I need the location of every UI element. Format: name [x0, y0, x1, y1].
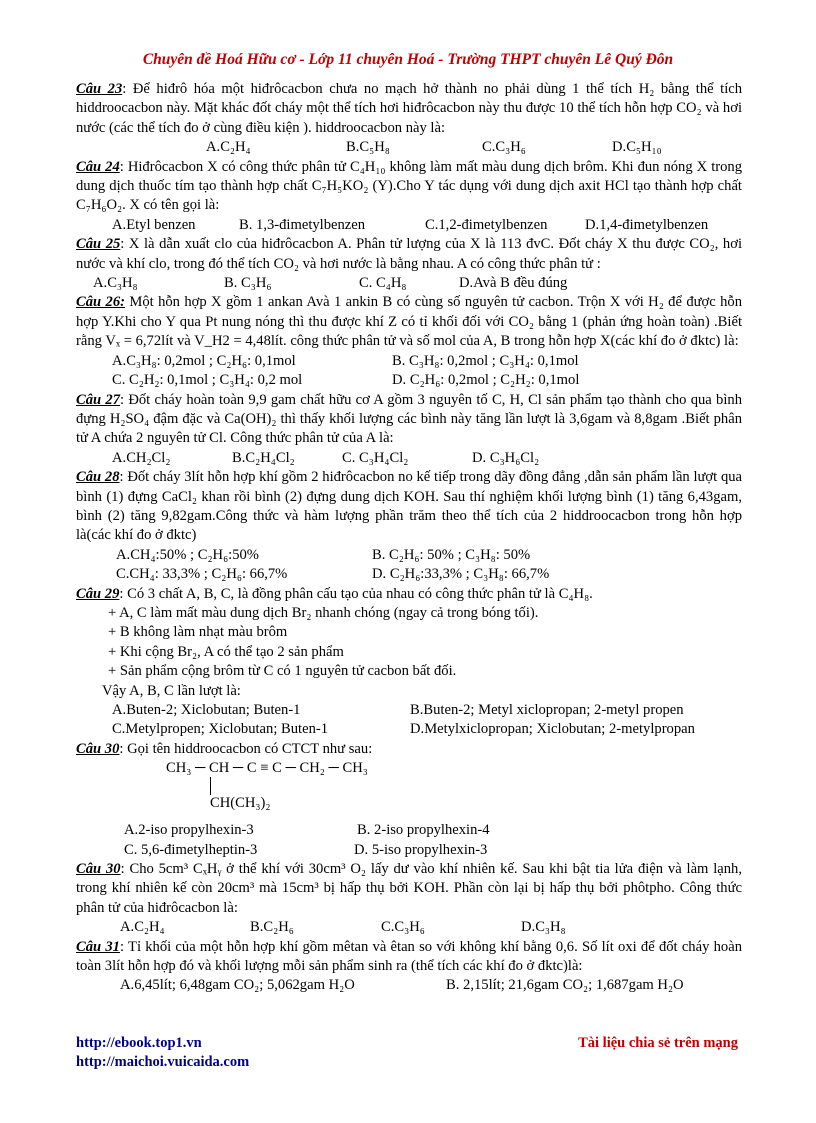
answer-options: [76, 449, 742, 468]
option-d: D.Metylxiclopropan; Xiclobutan; 2-metylpropan: [410, 721, 695, 738]
option-a: A.Buten-2; Xiclobutan; Buten-1: [112, 702, 301, 718]
option-d: D. C₂H₆:33,3% ; C₃H₈: 66,7%: [372, 566, 550, 583]
option-b: B.C₂H₆: [250, 919, 294, 936]
document-body: [76, 80, 742, 996]
option-b: B. 1,3-đimetylbenzen: [239, 216, 366, 233]
formula-branch: CH(CH₃)₂: [210, 795, 271, 812]
answer-options: [76, 216, 742, 235]
page-footer: [76, 1034, 742, 1072]
question-label: Câu 24: [76, 158, 120, 175]
question-29: Câu 29: Có 3 chất A, B, C, là đồng phân cấu tạo của nhau có công thức phân tử là C₄H₈.: [76, 585, 593, 602]
option-b: B.C₅H₈: [346, 139, 390, 156]
condition-line: + A, C làm mất màu dung dịch Br₂ nhanh chóng (ngay cả trong bóng tối).: [108, 604, 539, 621]
condition-line: Vậy A, B, C lần lượt là:: [102, 682, 241, 699]
answer-options: [76, 918, 742, 937]
answer-options: [76, 841, 742, 860]
question-text: Đốt cháy 3lít hỗn hợp khí gồm 2 hiđrôcacbon no kế tiếp trong dãy đồng đẳng ,dẫn sản phẩm lần lượt qua bình (1) đựng CaCl₂ khan rồi bình (2) đựng dung dịch KOH. Sau thí nghiệm khối lượng bình (1) tăng 6,43gam, bình (2) tăng 9,82gam.Công thức và hàm lượng phần trăm theo thể tích của 2 hiddroocacbon trong hỗn hợp là(các khí đo ở đktc): [76, 469, 743, 544]
option-a: A.2-iso propylhexin-3: [124, 822, 254, 839]
question-text: Tỉ khối của một hỗn hợp khí gồm mêtan và êtan so với không khí bằng 0,6. Số lít oxi để đốt cháy hoàn toàn 3lít hỗn hợp đó và khối lượng mỗi sản phẩm sinh ra (thể tích các khí đo ở đktc)là:: [76, 938, 742, 975]
option-b: B. 2,15lít; 21,6gam CO₂; 1,687gam H₂O: [446, 977, 684, 994]
question-label: Câu 29: [76, 585, 120, 602]
answer-options: [76, 821, 742, 840]
option-b: B.Buten-2; Metyl xiclopropan; 2-metyl propen: [410, 702, 684, 718]
question-24: Câu 24: Hiđrôcacbon X có công thức phân tử C₄H₁₀ không làm mất màu dung dịch brôm. Khi đun nóng X trong dung dịch thuốc tím tạo thành hợp chất C₇H₅KO₂ (Y).Cho Y tác dụng với dung dịch axit HCl tạo thành hợp chất C₇H₆O₂. X có tên gọi là:: [76, 158, 743, 214]
question-31: Câu 31: Tỉ khối của một hỗn hợp khí gồm mêtan và êtan so với không khí bằng 0,6. Số lít oxi để đốt cháy hoàn toàn 3lít hỗn hợp đó và khối lượng mỗi sản phẩm sinh ra (thể tích các khí đo ở đktc)là:: [76, 938, 742, 975]
option-a: A.C₂H₄: [120, 919, 165, 936]
question-text: Đốt cháy hoàn toàn 9,9 gam chất hữu cơ A gồm 3 nguyên tố C, H, Cl sản phẩm tạo thành cho qua bình đựng H₂SO₄ đậm đặc và Ca(OH)₂ thì thấy khối lượng các bình này tăng lần lượt là 3,6gam và 8,8gam .Biết phân tử A chứa 2 nguyên tử Cl. Công thức phân tử của A là:: [76, 391, 742, 447]
question-label: Câu 31: [76, 938, 120, 955]
option-a: A.C₃H₈: 0,2mol ; C₂H₆: 0,1mol: [112, 352, 296, 369]
question-label: Câu 28: [76, 469, 120, 486]
option-c: C. C₄H₈: [359, 275, 407, 292]
question-text: Cho 5cm³ CₓHᵧ ở thể khí với 30cm³ O₂ lấy dư vào khí nhiên kế. Sau khi bật tia lửa điện và làm lạnh, trong khí nhiên kế còn 20cm³ mà 15cm³ bị hấp thụ bởi KOH. Phần còn lại bị hấp thụ bởi phôtpho. Công thức phân tử của hiđrôcacbon là:: [76, 861, 742, 916]
option-a: A.CH₄:50% ; C₂H₆:50%: [116, 546, 259, 563]
option-b: B. 2-iso propylhexin-4: [357, 822, 490, 839]
question-text: Hiđrôcacbon X có công thức phân tử C₄H₁₀ không làm mất màu dung dịch brôm. Khi đun nóng X trong dung dịch thuốc tím tạo thành hợp chất C₇H₅KO₂ (Y).Cho Y tác dụng với dung dịch axit HCl tạo thành hợp chất C₇H₆O₂. X có tên gọi là:: [76, 158, 743, 214]
condition-line: + Sản phẩm cộng brôm từ C có 1 nguyên tử cacbon bất đối.: [108, 663, 457, 680]
question-text: Để hiđrô hóa một hiđrôcacbon chưa no mạch hở thành no phải dùng 1 thể tích H₂ bằng thể tích hiddroocacbon này. Mặt khác đốt cháy một thể tích hơi hiđrôcacbon này thu được 10 thể tích hỗn hợp CO₂ và hơi nước (các thể tích đo ở cùng điều kiện ). hiddroocacbon này là:: [76, 81, 743, 136]
answer-options: [76, 546, 742, 565]
question-text: X là dẫn xuất clo của hiđrôcacbon A. Phân tử lượng của X là 113 đvC. Đốt cháy X thu được CO₂, hơi nước và khí clo, trong đó thể tích CO₂ và hơi nước là bằng nhau. A có công thức phân tử :: [76, 236, 743, 272]
question-label: Câu 23: [76, 81, 123, 97]
answer-options: [76, 274, 742, 293]
answer-options: [76, 976, 742, 995]
formula-bond: [210, 777, 211, 795]
option-c: C.Metylpropen; Xiclobutan; Buten-1: [112, 721, 329, 738]
answer-options: [76, 720, 742, 739]
question-label: Câu 25: [76, 236, 121, 253]
question-25: Câu 25: X là dẫn xuất clo của hiđrôcacbon A. Phân tử lượng của X là 113 đvC. Đốt cháy X thu được CO₂, hơi nước và khí clo, trong đó thể tích CO₂ và hơi nước là bằng nhau. A có công thức phân tử :: [76, 236, 743, 272]
question-27: Câu 27: Đốt cháy hoàn toàn 9,9 gam chất hữu cơ A gồm 3 nguyên tố C, H, Cl sản phẩm tạo thành cho qua bình đựng H₂SO₄ đậm đặc và Ca(OH)₂ thì thấy khối lượng các bình này tăng lần lượt là 3,6gam và 8,8gam .Biết phân tử A chứa 2 nguyên tử Cl. Công thức phân tử của A là:: [76, 391, 742, 447]
option-c: C.C₃H₆: [482, 139, 526, 156]
question-text: Một hỗn hợp X gồm 1 ankan Avà 1 ankin B có cùng số nguyên tử cacbon. Trộn X với H₂ để được hỗn hợp Y.Khi cho Y qua Pt nung nóng thì thu được khí Z có tỉ khối đối với CO₂ bằng 1 (phản ứng hoàn toàn) .Biết rằng Vₓ = 6,72lít và V_H2 = 4,48lít. công thức phân tử và số mol của A, B trong hỗn hợp X(các khí đo ở đktc) là:: [76, 294, 743, 350]
question-label: Câu 26:: [76, 294, 125, 311]
question-label: Câu 30: [76, 740, 120, 757]
formula-main-chain: CH₃ ─ CH ─ C ≡ C ─ CH₂ ─ CH₃: [166, 760, 368, 777]
option-b: B. C₂H₆: 50% ; C₃H₈: 50%: [372, 546, 531, 563]
condition-line: + B không làm nhạt màu brôm: [108, 624, 288, 641]
answer-options: [76, 138, 742, 157]
question-text: Gọi tên hiddroocacbon có CTCT như sau:: [127, 740, 373, 757]
option-a: A.CH₂Cl₂: [112, 449, 171, 466]
answer-options: [76, 352, 742, 371]
footer-note: Tài liệu chia sẻ trên mạng: [578, 1035, 738, 1051]
option-a: A.C₃H₈: [93, 275, 138, 292]
option-a: A.Etyl benzen: [112, 216, 196, 233]
option-d: D.C₅H₁₀: [612, 139, 662, 156]
option-d: D. C₃H₆Cl₂: [472, 449, 540, 466]
option-a: A.6,45lít; 6,48gam CO₂; 5,062gam H₂O: [120, 977, 355, 994]
footer-link-ebook[interactable]: http://ebook.top1.vn: [76, 1035, 202, 1051]
structural-formula: [166, 759, 742, 821]
option-d: D.C₃H₈: [521, 919, 566, 936]
option-d: D. C₂H₆: 0,2mol ; C₂H₂: 0,1mol: [392, 372, 580, 389]
question-30-combustion: Câu 30: Cho 5cm³ CₓHᵧ ở thể khí với 30cm³ O₂ lấy dư vào khí nhiên kế. Sau khi bật tia lửa điện và làm lạnh, trong khí nhiên kế còn 20cm³ mà 15cm³ bị hấp thụ bởi KOH. Phần còn lại bị hấp thụ bởi phôtpho. Công thức phân tử của hiđrôcacbon là:: [76, 861, 742, 916]
condition-line: + Khi cộng Br₂, A có thể tạo 2 sản phẩm: [108, 643, 344, 660]
question-23: Câu 23: Để hiđrô hóa một hiđrôcacbon chưa no mạch hở thành no phải dùng 1 thể tích H₂ bằng thể tích hiddroocacbon này. Mặt khác đốt cháy một thể tích hơi hiđrôcacbon này thu được 10 thể tích hỗn hợp CO₂ và hơi nước (các thể tích đo ở cùng điều kiện ). hiddroocacbon này là:: [76, 81, 743, 136]
question-26: [76, 293, 742, 351]
question-label: Câu 30: [76, 861, 121, 878]
question-30-name: Câu 30: Gọi tên hiddroocacbon có CTCT như sau:: [76, 740, 373, 757]
option-d: D.Avà B đều đúng: [459, 275, 568, 292]
option-c: C. C₃H₄Cl₂: [342, 449, 409, 466]
option-c: C.C₃H₆: [381, 919, 425, 936]
answer-options: [76, 371, 742, 390]
footer-link-maichoi[interactable]: http://maichoi.vuicaida.com: [76, 1054, 250, 1070]
question-28: Câu 28: Đốt cháy 3lít hỗn hợp khí gồm 2 hiđrôcacbon no kế tiếp trong dãy đồng đẳng ,dẫn sản phẩm lần lượt qua bình (1) đựng CaCl₂ khan rồi bình (2) đựng dung dịch KOH. Sau thí nghiệm khối lượng bình (1) tăng 6,43gam, bình (2) tăng 9,82gam.Công thức và hàm lượng phần trăm theo thể tích của 2 hiddroocacbon trong hỗn hợp là(các khí đo ở đktc): [76, 469, 743, 544]
option-d: D.1,4-đimetylbenzen: [585, 216, 709, 233]
answer-options: [76, 701, 742, 720]
option-a: A.C₂H₄: [206, 139, 251, 156]
option-c: C.CH₄: 33,3% ; C₂H₆: 66,7%: [116, 566, 288, 583]
option-b: B. C₃H₆: [224, 275, 272, 292]
page-header: Chuyên đề Hoá Hữu cơ - Lớp 11 chuyên Hoá - Trường THPT chuyên Lê Quý Đôn: [142, 51, 674, 68]
question-text: Có 3 chất A, B, C, là đồng phân cấu tạo của nhau có công thức phân tử là C₄H₈.: [127, 585, 593, 602]
answer-options: [76, 565, 742, 584]
option-d: D. 5-iso propylhexin-3: [354, 841, 488, 858]
option-b: B. C₃H₈: 0,2mol ; C₃H₄: 0,1mol: [392, 352, 579, 369]
option-c: C. C₂H₂: 0,1mol ; C₃H₄: 0,2 mol: [112, 372, 303, 389]
option-c: C. 5,6-đimetylheptin-3: [124, 841, 258, 858]
option-b: B.C₂H₄Cl₂: [232, 449, 295, 466]
question-label: Câu 27: [76, 391, 121, 408]
option-c: C.1,2-đimetylbenzen: [425, 216, 548, 233]
